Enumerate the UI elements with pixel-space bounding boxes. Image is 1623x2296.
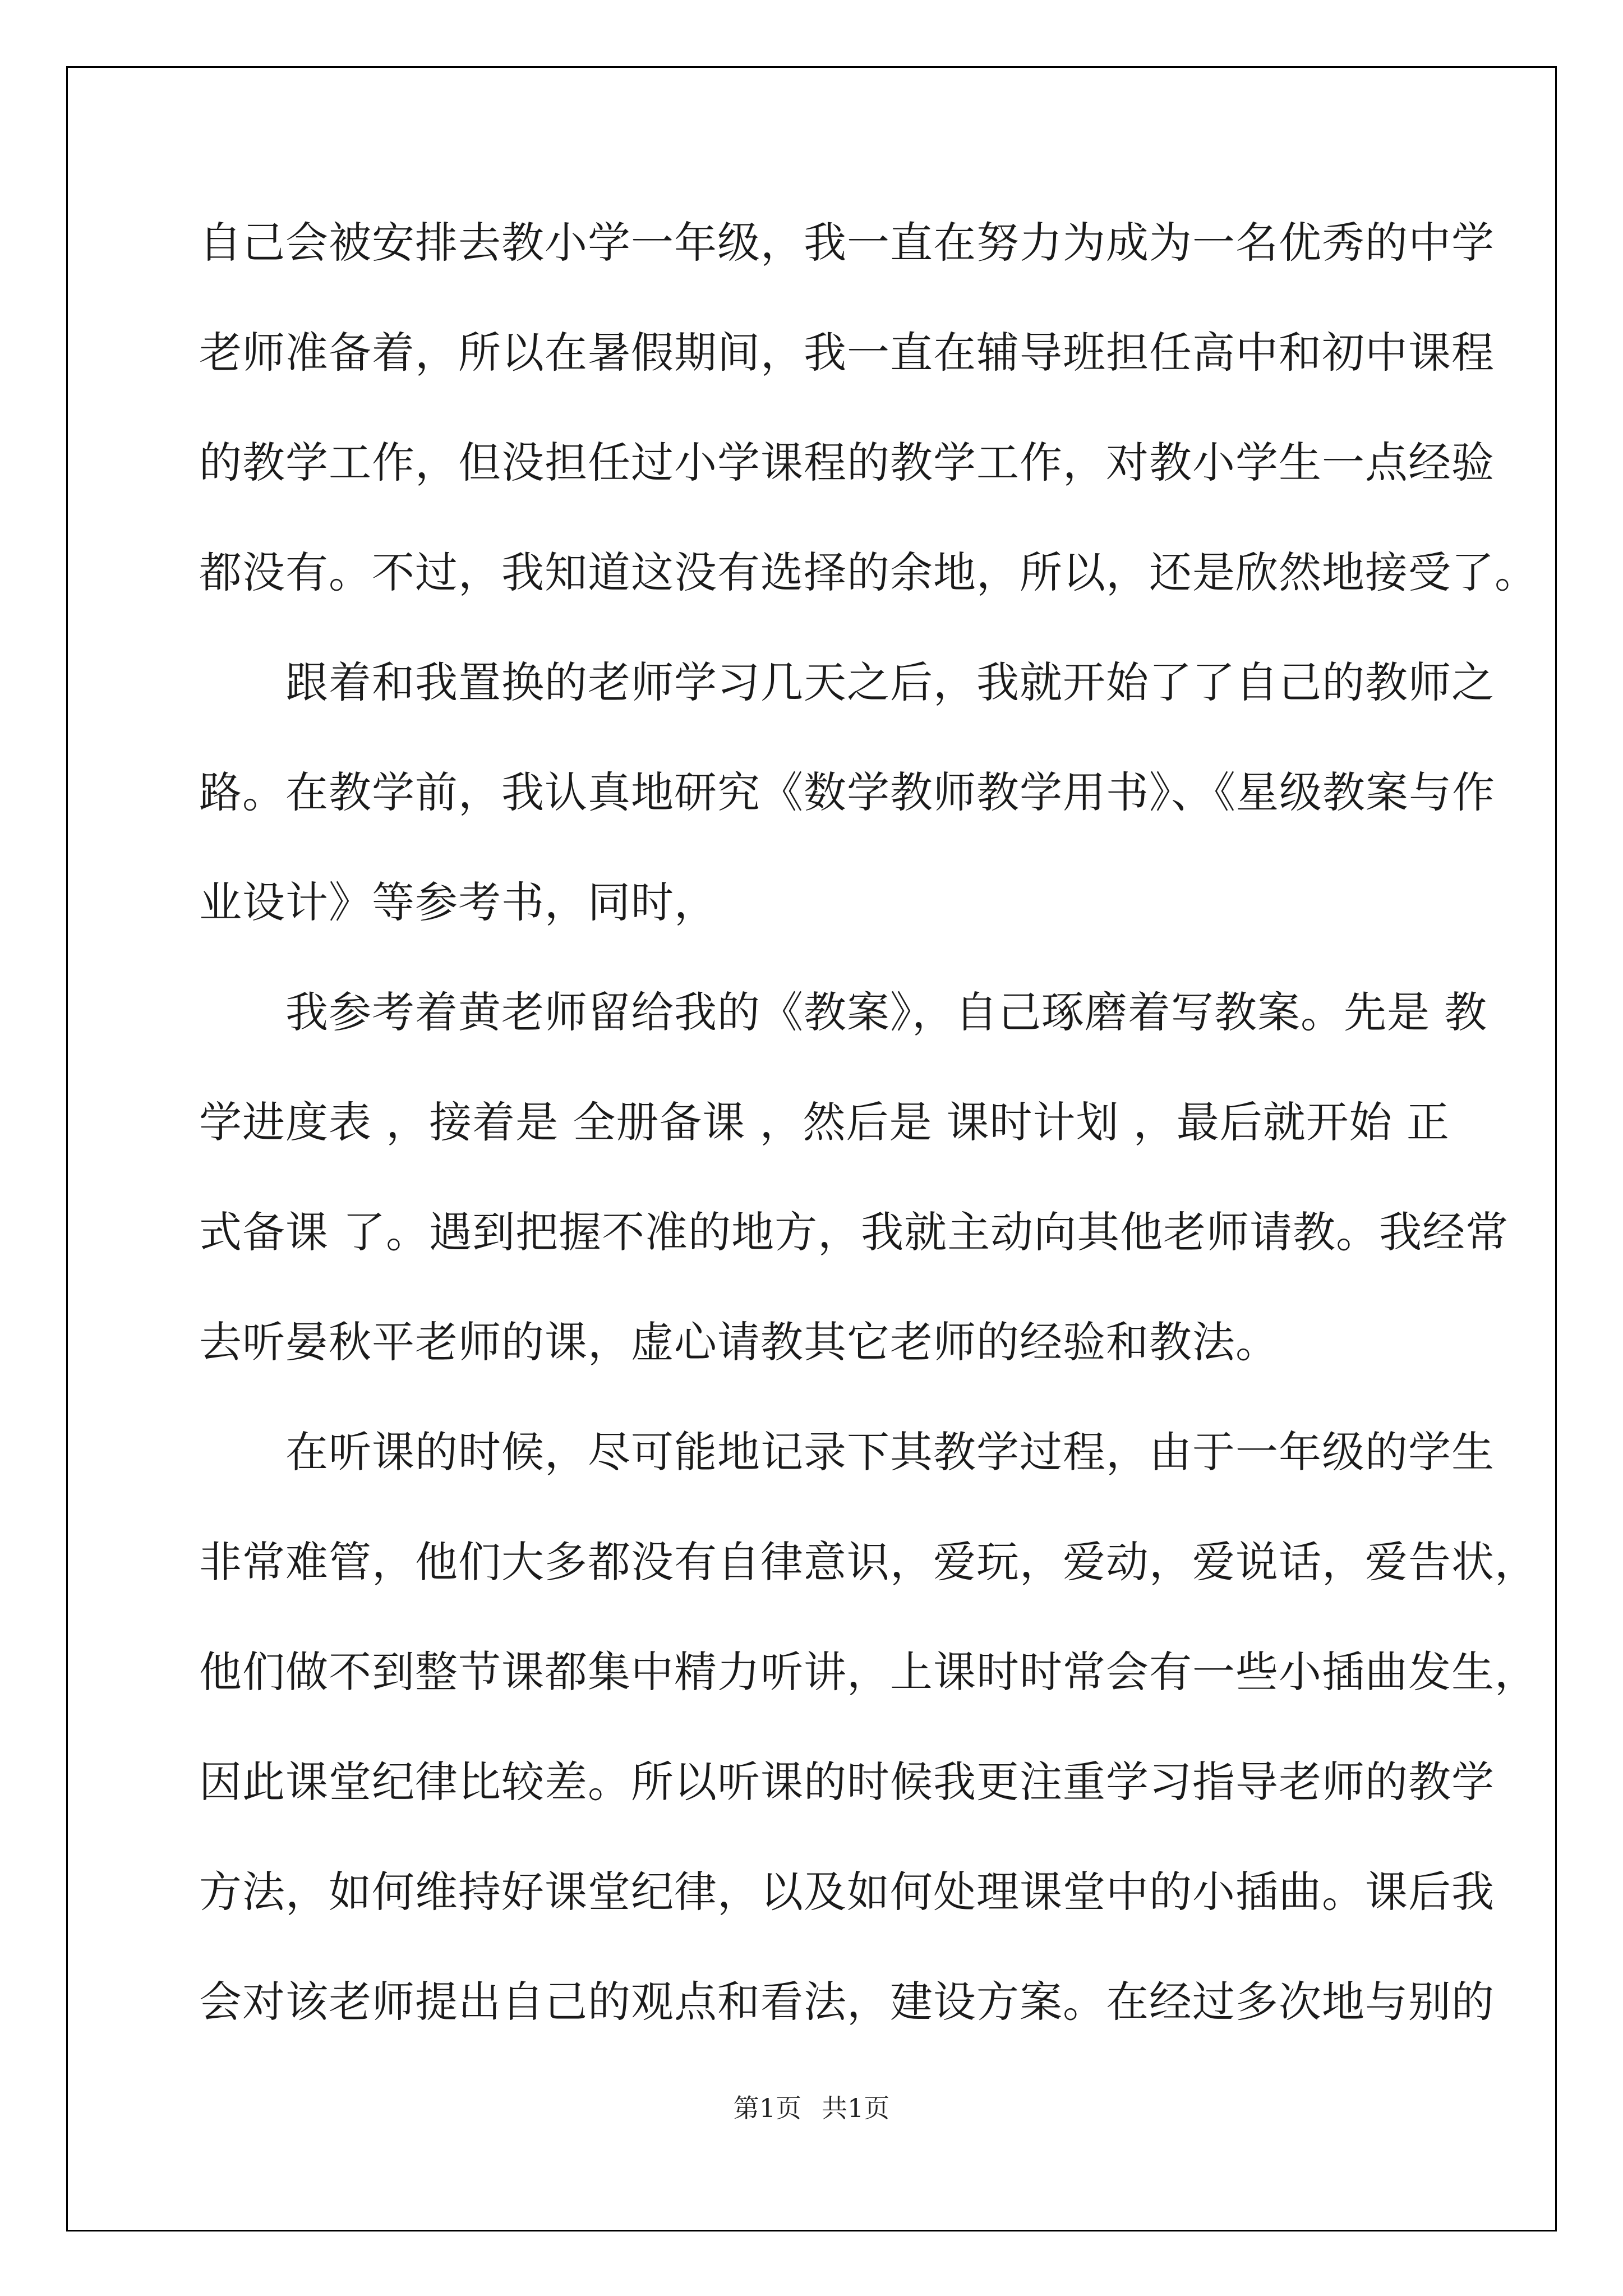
text-line: 在听课的时候，尽可能地记录下其教学过程，由于一年级的学生 bbox=[199, 1427, 1495, 1477]
page-total: 共1页 bbox=[822, 2093, 890, 2123]
text-line: 路。在教学前，我认真地研究《数学教师教学用书》、《星级教案与作 bbox=[199, 767, 1495, 817]
text-line: 自己会被安排去教小学一年级，我一直在努力为成为一名优秀的中学 bbox=[199, 218, 1495, 268]
text-line: 会对该老师提出自己的观点和看法，建设方案。在经过多次地与别的 bbox=[199, 1977, 1495, 2027]
text-line: 他们做不到整节课都集中精力听讲，上课时时常会有一些小插曲发生， bbox=[199, 1647, 1538, 1697]
text-line: 学进度表 ，接着是 全册备课 ，然后是 课时计划 ，最后就开始 正 bbox=[199, 1097, 1450, 1147]
text-line: 我参考着黄老师留给我的《教案》，自己琢磨着写教案。先是 教 bbox=[199, 987, 1488, 1037]
text-line: 去听晏秋平老师的课，虚心请教其它老师的经验和教法。 bbox=[199, 1317, 1279, 1367]
text-line: 方法，如何维持好课堂纪律，以及如何处理课堂中的小插曲。课后我 bbox=[199, 1867, 1495, 1917]
text-line: 都没有。不过，我知道这没有选择的余地，所以，还是欣然地接受了。 bbox=[199, 547, 1538, 597]
text-line: 的教学工作，但没担任过小学课程的教学工作，对教小学生一点经验 bbox=[199, 438, 1495, 487]
text-line: 跟着和我置换的老师学习几天之后，我就开始了了自己的教师之 bbox=[199, 657, 1495, 707]
text-line: 非常难管，他们大多都没有自律意识，爱玩，爱动，爱说话，爱告状， bbox=[199, 1537, 1538, 1587]
text-line: 式备课 了。遇到把握不准的地方，我就主动向其他老师请教。我经常 bbox=[199, 1207, 1509, 1257]
page-number: 第1页 bbox=[733, 2093, 801, 2123]
text-line: 业设计》等参考书，同时， bbox=[199, 877, 717, 927]
document-body bbox=[199, 213, 1538, 2082]
text-line: 因此课堂纪律比较差。所以听课的时候我更注重学习指导老师的教学 bbox=[199, 1757, 1495, 1807]
page-footer bbox=[0, 2091, 1623, 2125]
text-line: 老师准备着，所以在暑假期间，我一直在辅导班担任高中和初中课程 bbox=[199, 328, 1495, 378]
